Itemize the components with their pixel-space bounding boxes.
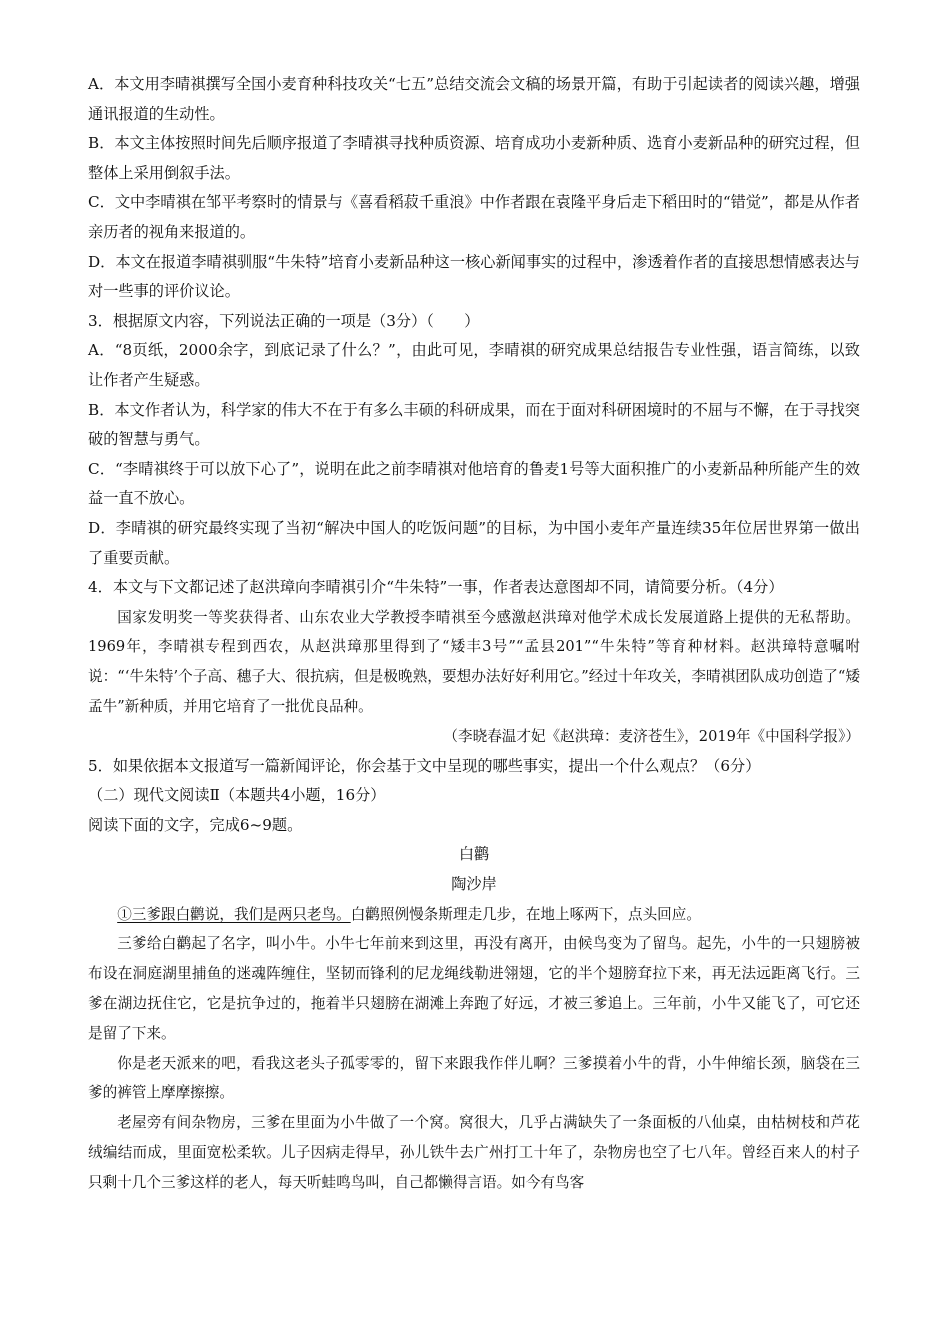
q2-option-b: B．本文主体按照时间先后顺序报道了李晴祺寻找种质资源、培育成功小麦新种质、选育小麦新品种的研究过程，但整体上采用倒叙手法。	[88, 134, 860, 182]
q3-option-c: C．“李晴祺终于可以放下心了”，说明在此之前李晴祺对他培育的鲁麦1号等大面积推广的小麦新品种所能产生的效益一直不放心。	[88, 459, 860, 508]
q4-stem: 4．本文与下文都记述了赵洪璋向李晴祺引介“牛朱特”一事，作者表达意图却不同，请简要分析。（4分）	[88, 578, 784, 597]
story-paragraph-1	[88, 900, 860, 930]
exam-page	[88, 70, 860, 1198]
story-paragraph-2: 三爹给白鹳起了名字，叫小牛。小牛七年前来到这里，再没有离开，由候鸟变为了留鸟。起先，小牛的一只翅膀被布设在洞庭湖里捕鱼的迷魂阵缠住，坚韧而锋利的尼龙绳线勒进翎翅，它的半个翅膀耷拉下来，再无法远距离飞行。三爹在湖边抚住它，它是抗争过的，拖着半只翅膀在湖滩上奔跑了好远，才被三爹追上。三年前，小牛又能飞了，可它还是留了下来。	[88, 935, 860, 1042]
story-paragraph-3: 你是老天派来的吧，看我这老头子孤零零的，留下来跟我作伴儿啊？三爹摸着小牛的背，小牛伸缩长颈，脑袋在三爹的裤管上摩摩擦擦。	[88, 1054, 860, 1102]
q3-option-a: A．“8页纸，2000余字，到底记录了什么？”，由此可见，李晴祺的研究成果总结报告专业性强，语言简练，以致让作者产生疑惑。	[88, 341, 860, 389]
q5-stem: 5．如果依据本文报道写一篇新闻评论，你会基于文中呈现的哪些事实，提出一个什么观点？（6分）	[88, 756, 761, 775]
story-paragraph-4: 老屋旁有间杂物房，三爹在里面为小牛做了一个窝。窝很大，几乎占满缺失了一条面板的八仙桌，由枯树枝和芦花绒编结而成，里面宽松柔软。儿子因病走得早，孙儿铁牛去广州打工十年了，杂物房也空了七八年。曾经百来人的村子只剩十几个三爹这样的老人，每天听蛙鸣鸟叫，自己都懒得言语。如今有鸟客	[88, 1114, 860, 1191]
q2-option-c: C．文中李晴祺在邹平考察时的情景与《喜看稻菽千重浪》中作者跟在袁隆平身后走下稻田时的“错觉”，都是从作者亲历者的视角来报道的。	[88, 193, 860, 241]
story-title: 白鹳	[458, 845, 490, 864]
q2-option-a: A．本文用李晴祺撰写全国小麦育种科技攻关“七五”总结交流会文稿的场景开篇，有助于引起读者的阅读兴趣，增强通讯报道的生动性。	[88, 75, 860, 123]
q3-option-b: B．本文作者认为，科学家的伟大不在于有多么丰硕的科研成果，而在于面对科研困境时的不屈与不懈，在于寻找突破的智慧与勇气。	[88, 400, 860, 449]
story-author: 陶沙岸	[451, 875, 497, 894]
q4-excerpt-source: （李晓春温才妃《赵洪璋：麦济苍生》，2019年《中国科学报》）	[443, 727, 860, 745]
q2-option-d: D．本文在报道李晴祺驯服“牛朱特”培育小麦新品种这一核心新闻事实的过程中，渗透着作者的直接思想情感表达与对一些事的评价议论。	[88, 252, 860, 301]
paragraph-1-rest: 白鹳照例慢条斯理走几步，在地上啄两下，点头回应。	[350, 905, 701, 923]
reading-instruction: 阅读下面的文字，完成6~9题。	[88, 815, 303, 834]
q3-option-d: D．李晴祺的研究最终实现了当初“解决中国人的吃饭问题”的目标，为中国小麦年产量连续35年位居世界第一做出了重要贡献。	[88, 518, 860, 567]
section-heading: （二）现代文阅读Ⅱ（本题共4小题，16分）	[88, 786, 386, 805]
q4-excerpt: 国家发明奖一等奖获得者、山东农业大学教授李晴祺至今感激赵洪璋对他学术成长发展道路上提供的无私帮助。1969年，李晴祺专程到西农，从赵洪璋那里得到了“矮丰3号”“孟县201”“牛朱特”等育种材料。赵洪璋特意嘱咐说：“‘牛朱特’个子高、穗子大、很抗病，但是极晚熟，要想办法好好利用它。”经过十年攻关，李晴祺团队成功创造了“矮孟牛”新种质，并用它培育了一批优良品种。	[88, 608, 860, 716]
q3-stem: 3．根据原文内容，下列说法正确的一项是（3分）（ ）	[88, 311, 480, 330]
underlined-sentence: ①三爹跟白鹳说，我们是两只老鸟。	[117, 905, 351, 923]
